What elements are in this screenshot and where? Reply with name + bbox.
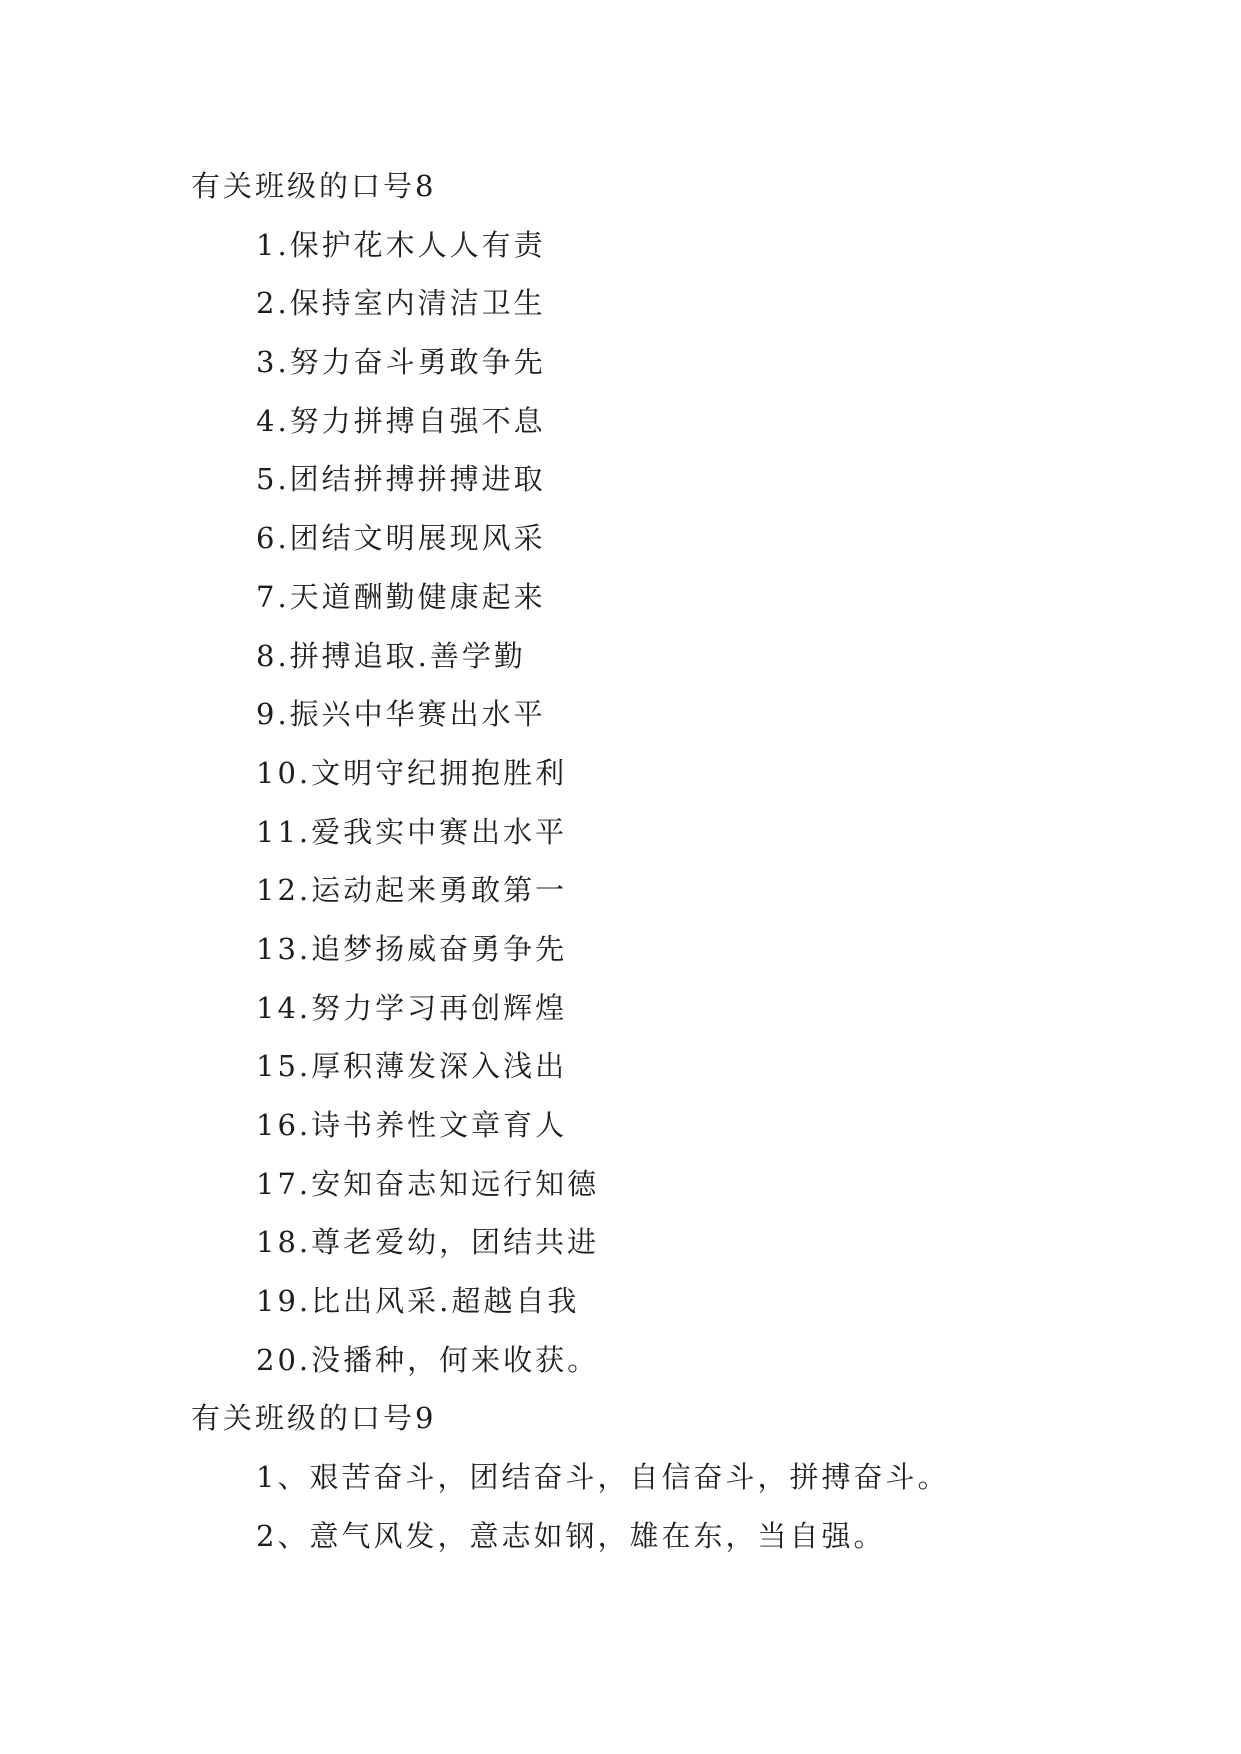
document-page: [0, 157, 1241, 1566]
slogan-item: 8.拼搏追取.善学勤: [256, 638, 526, 673]
section-heading: 有关班级的口号9: [191, 1401, 437, 1436]
slogan-item: 16.诗书养性文章育人: [256, 1108, 568, 1142]
slogan-item: 2.保持室内清洁卫生: [256, 286, 546, 321]
slogan-item: 14.努力学习再创辉煌: [256, 990, 568, 1025]
slogan-item: 15.厚积薄发深入浅出: [256, 1049, 568, 1084]
slogan-item: 2、意气风发，意志如钢，雄在东，当自强。: [256, 1518, 886, 1553]
slogan-item: 3.努力奋斗勇敢争先: [256, 345, 546, 380]
slogan-item: 4.努力拼搏自强不息: [256, 403, 546, 438]
slogan-item: 18.尊老爱幼，团结共进: [256, 1225, 600, 1260]
slogan-item: 17.安知奋志知远行知德: [256, 1166, 600, 1201]
slogan-item: 11.爱我实中赛出水平: [256, 814, 568, 849]
slogan-item: 12.运动起来勇敢第一: [256, 873, 568, 908]
slogan-item: 20.没播种，何来收获。: [256, 1342, 600, 1377]
slogan-item: 19.比出风采.超越自我: [256, 1284, 580, 1319]
slogan-item: 1.保护花木人人有责: [256, 227, 546, 262]
section-heading: 有关班级的口号8: [191, 169, 437, 203]
slogan-item: 9.振兴中华赛出水平: [256, 697, 546, 732]
slogan-item: 1、艰苦奋斗，团结奋斗，自信奋斗，拼搏奋斗。: [256, 1460, 950, 1495]
slogan-item: 7.天道酬勤健康起来: [256, 579, 546, 614]
slogan-item: 10.文明守纪拥抱胜利: [256, 755, 568, 790]
slogan-item: 6.团结文明展现风采: [256, 521, 546, 556]
slogan-item: 13.追梦扬威奋勇争先: [256, 931, 568, 966]
slogan-item: 5.团结拼搏拼搏进取: [256, 462, 546, 497]
